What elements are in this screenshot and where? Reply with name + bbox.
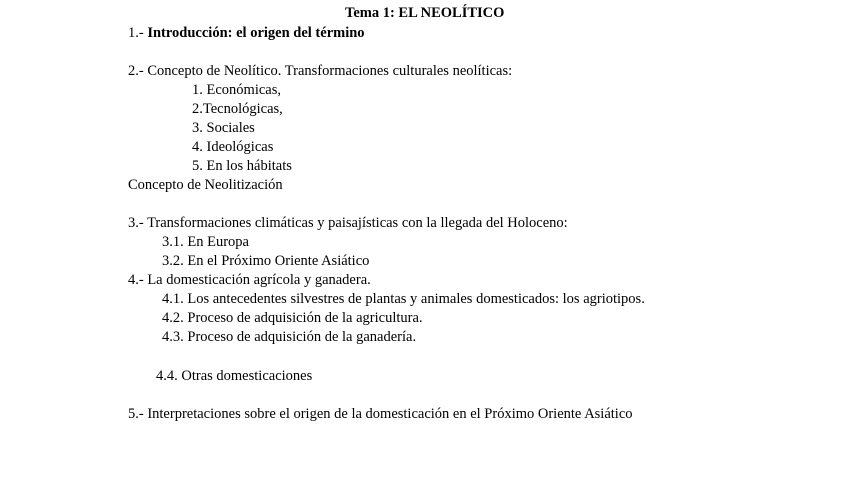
section-2-item: 1. Económicas, [192,82,281,98]
section-4-item: 4.4. Otras domesticaciones [156,368,313,384]
section-4-item: 4.2. Proceso de adquisición de la agricultura. [162,310,423,326]
section-2-heading: 2.- Concepto de Neolítico. Transformaciones culturales neolíticas: [128,63,513,79]
section-1-heading [128,24,365,43]
section-1-title: Introducción: el origen del término [147,25,365,41]
section-3-heading: 3.- Transformaciones climáticas y paisajísticas con la llegada del Holoceno: [128,215,568,231]
section-2-footer: Concepto de Neolitización [128,177,283,193]
section-2-item: 5. En los hábitats [192,158,292,174]
section-3-item: 3.1. En Europa [162,234,249,250]
section-2-item: 3. Sociales [192,120,255,136]
section-3-item: 3.2. En el Próximo Oriente Asiático [162,253,370,269]
section-4-heading: 4.- La domesticación agrícola y ganadera. [128,272,371,288]
section-1-number: 1.- [128,25,148,41]
section-2-item: 2.Tecnológicas, [192,101,283,117]
section-5-heading: 5.- Interpretaciones sobre el origen de la domesticación en el Próximo Oriente Asiático [128,406,633,422]
section-2-item: 4. Ideológicas [192,139,274,155]
section-4-item: 4.3. Proceso de adquisición de la ganadería. [162,329,417,345]
section-4-item: 4.1. Los antecedentes silvestres de plantas y animales domesticados: los agriotipos. [162,291,645,307]
page-title: Tema 1: EL NEOLÍTICO [345,5,505,21]
